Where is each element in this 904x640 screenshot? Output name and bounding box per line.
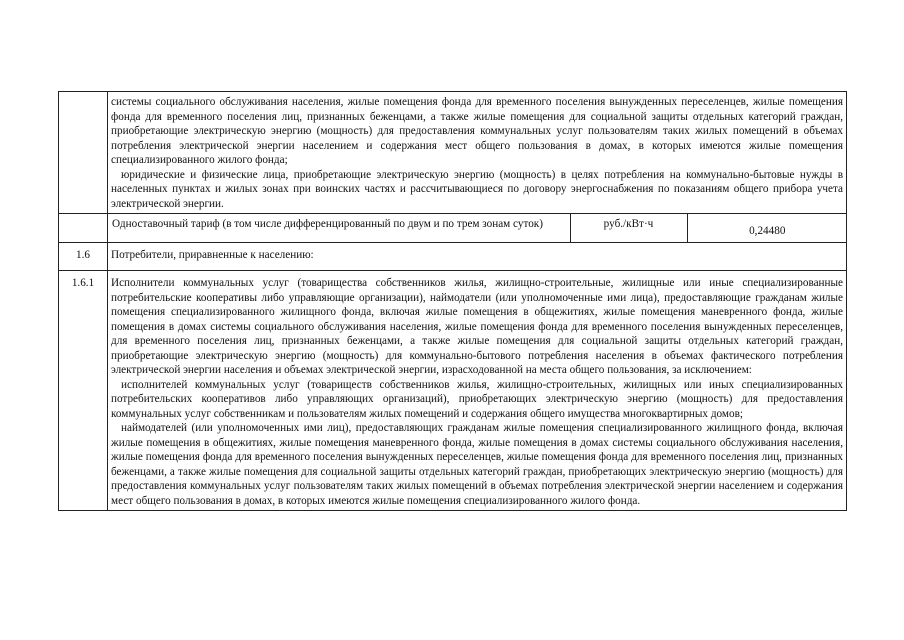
row-number-cell: 1.6.1 — [59, 271, 108, 511]
tariff-description: Одноставочный тариф (в том числе дифференцированный по двум и по трем зонам суток) — [108, 214, 570, 242]
tariff-unit: руб./кВт·ч — [570, 214, 687, 242]
continuation-text-cell — [108, 92, 847, 214]
row-number-cell: 1.6 — [59, 242, 108, 271]
row-number-cell — [59, 92, 108, 214]
table-row-continuation — [59, 92, 847, 214]
tariff-table — [58, 91, 847, 511]
tariff-value: 0,24480 — [749, 225, 786, 237]
table-row-1-6 — [59, 242, 847, 271]
section-heading-cell: Потребители, приравненные к населению: — [108, 242, 847, 271]
table-row-1-6-1 — [59, 271, 847, 511]
paragraph: исполнителей коммунальных услуг (товариществ собственников жилья, жилищно-строительных, жилищных или иных специализированных потребительских кооперативов либо управляющих организаций), приобретающих электрическую энергию (мощность) для предоставления коммунальных услуг собственникам и пользователям жилых помещений и содержания общего имущества многоквартирных домов; — [111, 378, 843, 420]
section-text-cell — [108, 271, 847, 511]
paragraph: юридические и физические лица, приобретающие электрическую энергию (мощность) в целях потребления на коммунально-бытовые нужды в населенных пунктах и жилых зонах при воинских частях и рассчитывающиеся по договору энергоснабжения по показаниям общего прибора учета электрической энергии. — [111, 168, 843, 210]
row-number-cell — [59, 214, 108, 243]
table-row-tariff — [59, 214, 847, 243]
paragraph: системы социального обслуживания населения, жилые помещения фонда для временного поселения вынужденных переселенцев, жилые помещения фонда для временного поселения лиц, признанных беженцами, а также жилые помещения для социальной защиты отдельных категорий граждан, приобретающие электрическую энергию (мощность) для предоставления коммунальных услуг пользователям таких жилых помещений в объемах потребления электрической энергии населением и содержания мест общего пользования в домах, в которых имеются жилые помещения специализированного жилого фонда; — [111, 96, 843, 166]
paragraph: Исполнители коммунальных услуг (товарищества собственников жилья, жилищно-строительные, жилищные или иные специализированные потребительские кооперативы либо управляющие организации), наймодатели (или уполномоченные ими лица), предоставляющие гражданам жилые помещения специализированного жилищного фонда, включая жилые помещения в общежитиях, жилые помещения маневренного фонда, жилые помещения в домах системы социального обслуживания населения, жилые помещения фонда для временного поселения вынужденных переселенцев, для временного поселения лиц, признанных беженцами, а также жилые помещения для социальной защиты отдельных категорий граждан, приобретающие электрическую энергию (мощность) для коммунально-бытового потребления населения в объемах фактического потребления электрической энергии населения и объемах электрической энергии, израсходованной на места общего пользования, за исключением: — [111, 277, 843, 376]
tariff-cell — [108, 214, 847, 243]
paragraph: наймодателей (или уполномоченных ими лиц), предоставляющих гражданам жилые помещения специализированного жилищного фонда, включая жилые помещения в общежитиях, жилые помещения маневренного фонда, жилые помещения в домах системы социального обслуживания населения, жилые помещения фонда для временного поселения вынужденных переселенцев, жилые помещения фонда для временного поселения лиц, признанных беженцами, а также жилые помещения для социальной защиты отдельных категорий граждан, приобретающих электрическую энергию (мощность) для предоставления коммунальных услуг пользователям таких жилых помещений в объемах потребления электрической энергии населением и содержания мест общего пользования в домах, в которых имеются жилые помещения специализированного жилого фонда. — [111, 422, 843, 507]
tariff-inner-table — [108, 214, 847, 242]
